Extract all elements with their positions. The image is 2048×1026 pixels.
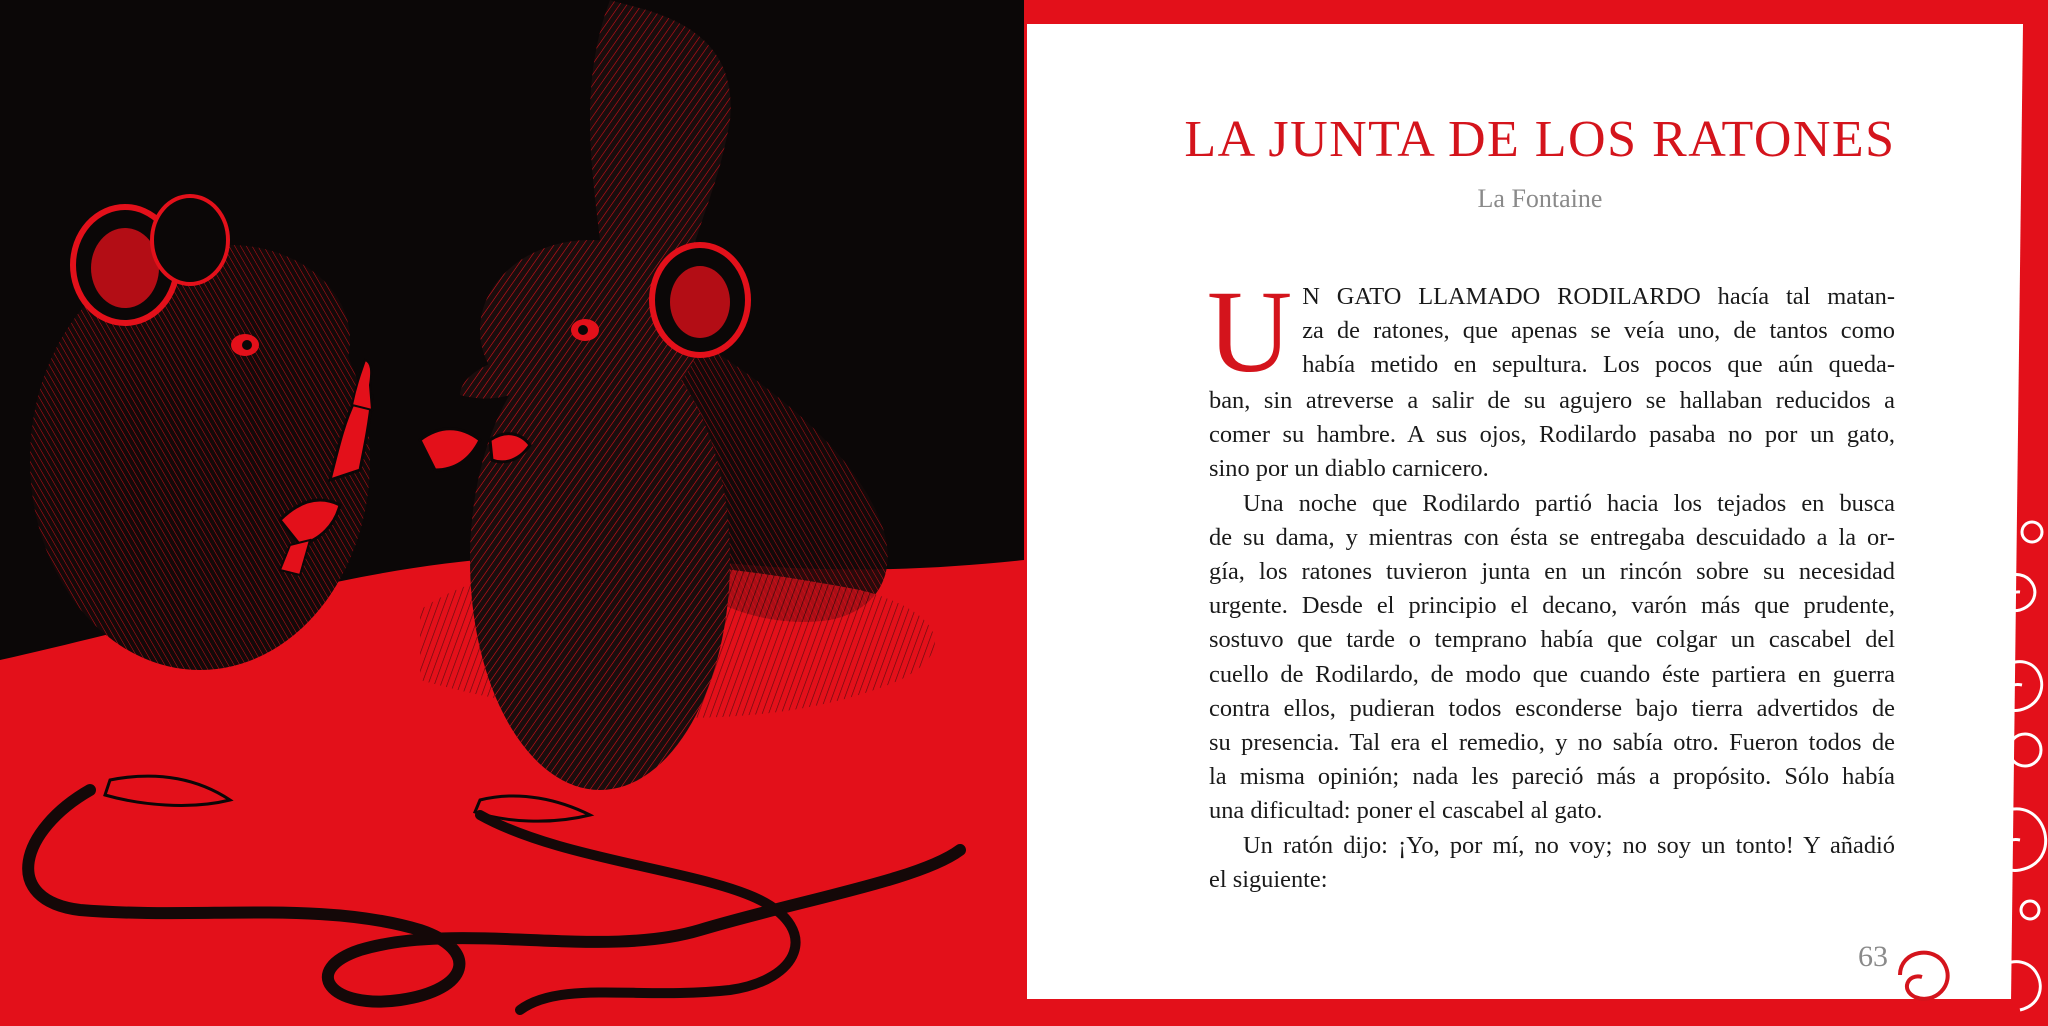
text-line: el siguiente: — [1209, 865, 1328, 893]
text-line: contra ellos, pudieran todos esconderse bajo tierra advertidos de — [1209, 694, 1895, 722]
text-line: Un ratón dijo: ¡Yo, por mí, no voy; no soy un tonto! Y añadió — [1243, 831, 1895, 859]
text-line: gía, los ratones tuvieron junta en un rincón sobre su necesidad — [1209, 558, 1895, 586]
text-line: de su dama, y mientras con ésta se entregaba descuidado a la or- — [1209, 523, 1895, 551]
text-line: cuello de Rodilardo, de modo que cuando éste partiera en guerra — [1209, 660, 1895, 688]
text-line: Una noche que Rodilardo partió hacia los tejados en busca — [1243, 489, 1895, 517]
story-text — [1207, 266, 1895, 897]
text-line: za de ratones, que apenas se veía uno, de tantos como — [1302, 317, 1895, 345]
page-number: 63 — [1858, 940, 1888, 973]
paragraph-3 — [1209, 829, 1895, 897]
text-line: sostuvo que tarde o temprano había que colgar un cascabel del — [1209, 626, 1895, 654]
drop-cap: U — [1207, 266, 1293, 397]
text-line: su presencia. Tal era el remedio, y no sabía otro. Fueron todos de — [1209, 729, 1895, 757]
author-name: La Fontaine — [1477, 184, 1603, 213]
text-line: comer su hambre. A sus ojos, Rodilardo pasaba no por un gato, — [1209, 421, 1895, 449]
text-line: urgente. Desde el principio el decano, varón más que prudente, — [1209, 592, 1895, 620]
paragraph-1 — [1207, 266, 1895, 487]
text-line: la misma opinión; nada les pareció más a propósito. Sólo había — [1209, 763, 1895, 791]
text-line: N GATO LLAMADO RODILARDO hacía tal matan- — [1302, 283, 1895, 310]
text-line: había metido en sepultura. Los pocos que aún queda- — [1302, 351, 1895, 379]
text-line: sino por un diablo carnicero. — [1209, 455, 1489, 483]
text-line: ban, sin atreverse a salir de su agujero se hallaban reducidos a — [1209, 387, 1895, 414]
paragraph-2 — [1209, 487, 1895, 829]
page-title: LA JUNTA DE LOS RATONES — [1184, 111, 1896, 168]
corner-swirl-icon — [1890, 935, 1960, 1015]
text-line: una dificultad: poner el cascabel al gato. — [1209, 797, 1603, 825]
